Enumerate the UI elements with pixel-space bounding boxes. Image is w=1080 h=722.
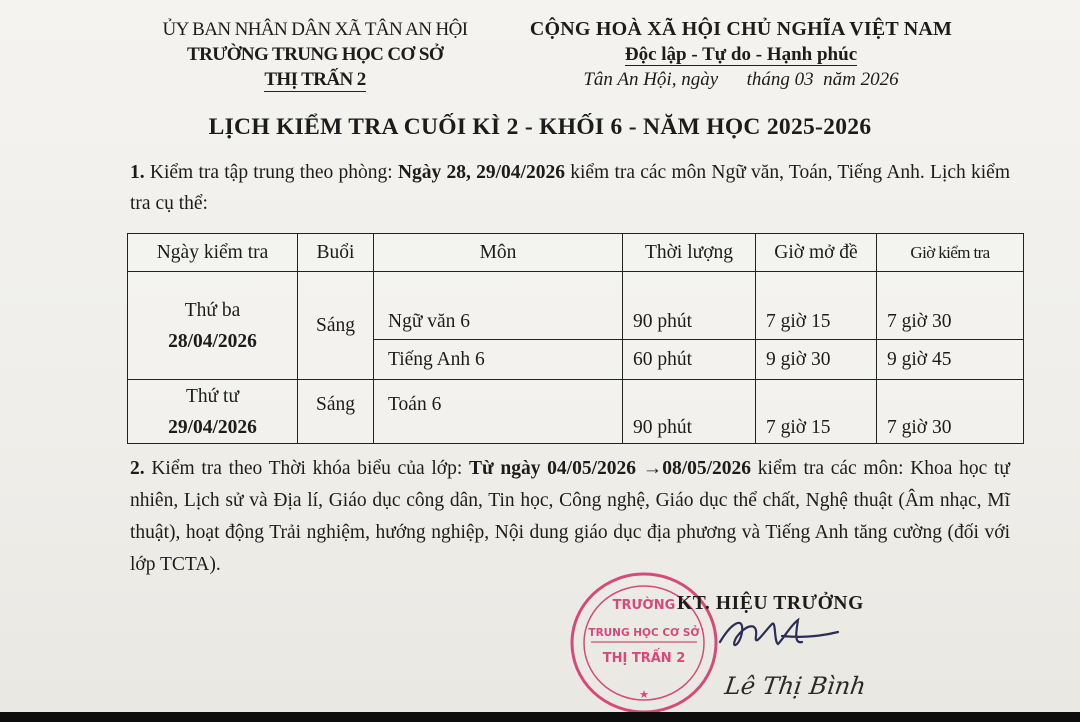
authority-line-1: ỦY BAN NHÂN DÂN XÃ TÂN AN HỘI bbox=[162, 19, 468, 40]
exam-date-cell bbox=[128, 380, 298, 444]
header-exam-time: Giờ kiểm tra bbox=[877, 234, 1024, 272]
section-1-text-before: Kiểm tra tập trung theo phòng: bbox=[149, 162, 398, 183]
weekday: Thứ tư bbox=[185, 385, 240, 407]
subject-cell: Ngữ văn 6 bbox=[374, 272, 623, 340]
header-duration: Thời lượng bbox=[623, 234, 756, 272]
issuing-authority bbox=[130, 17, 500, 92]
session-cell: Sáng bbox=[298, 380, 374, 444]
start-time-cell: 9 giờ 45 bbox=[877, 340, 1024, 380]
weekday: Thứ ba bbox=[184, 299, 241, 321]
section-2-number: 2. bbox=[130, 458, 145, 479]
section-2-text-after: kiểm tra các môn: Khoa học tự nhiên, Lịch sử và Địa lí, Giáo dục công dân, Tin học, Công nghệ, Giáo dục thể chất, Nghệ thuật (Âm nhạc, Mĩ thuật), hoạt động Trải nghiệm, hướng nghiệp, Nội dung giáo dục địa phương và Tiếng Anh tăng cường (đối với lớp TCTA). bbox=[130, 458, 1011, 575]
section-2-paragraph bbox=[130, 453, 1010, 581]
table-header-row bbox=[128, 234, 1024, 272]
seal-line-1: TRƯỜNG bbox=[612, 598, 676, 613]
open-time-cell: 7 giờ 15 bbox=[756, 272, 877, 340]
section-2-text-before: Kiểm tra theo Thời khóa biểu của lớp: bbox=[151, 458, 469, 479]
national-motto: Độc lập - Tự do - Hạnh phúc bbox=[624, 44, 858, 65]
section-1-number: 1. bbox=[130, 162, 145, 183]
handwritten-signature bbox=[712, 602, 842, 662]
date: 28/04/2026 bbox=[168, 330, 257, 352]
duration-cell: 90 phút bbox=[623, 272, 756, 340]
session-cell: Sáng bbox=[298, 272, 374, 380]
exam-date-cell bbox=[128, 272, 298, 380]
duration-cell: 60 phút bbox=[623, 340, 756, 380]
header-exam-date: Ngày kiểm tra bbox=[128, 234, 298, 272]
table-row bbox=[128, 380, 1024, 444]
subject-cell: Toán 6 bbox=[374, 380, 623, 444]
header-session: Buổi bbox=[298, 234, 374, 272]
section-2-dates: Từ ngày 04/05/2026 →08/05/2026 bbox=[468, 458, 752, 479]
section-1-text-after: kiểm tra các môn Ngữ văn, Toán, Tiếng Anh. Lịch kiểm tra cụ thể: bbox=[130, 162, 1011, 214]
national-header bbox=[496, 17, 986, 92]
subject-cell: Tiếng Anh 6 bbox=[374, 340, 623, 380]
section-1-dates: Ngày 28, 29/04/2026 bbox=[397, 162, 565, 183]
open-time-cell: 7 giờ 15 bbox=[756, 380, 877, 444]
section-1-paragraph bbox=[130, 157, 1010, 219]
school-name: TRƯỜNG TRUNG HỌC CƠ SỞ bbox=[187, 44, 443, 65]
seal-line-2: TRUNG HỌC CƠ SỞ bbox=[588, 627, 700, 639]
country-name: CỘNG HOÀ XÃ HỘI CHỦ NGHĨA VIỆT NAM bbox=[529, 18, 953, 40]
place-date: Tân An Hội, ngày tháng 03 năm 2026 bbox=[583, 69, 899, 90]
header-paper-open-time: Giờ mở đề bbox=[756, 234, 877, 272]
school-name-2: THỊ TRẤN 2 bbox=[264, 69, 366, 90]
date: 29/04/2026 bbox=[168, 416, 257, 438]
start-time-cell: 7 giờ 30 bbox=[877, 272, 1024, 340]
start-time-cell: 7 giờ 30 bbox=[877, 380, 1024, 444]
duration-cell: 90 phút bbox=[623, 380, 756, 444]
table-row bbox=[128, 272, 1024, 340]
school-seal-stamp bbox=[565, 568, 723, 718]
exam-schedule-table bbox=[127, 233, 1024, 444]
principal-title: KT. HIỆU TRƯỞNG bbox=[677, 593, 864, 614]
header-subject: Môn bbox=[374, 234, 623, 272]
signer-name: Lê Thị Bình bbox=[723, 672, 868, 700]
bottom-edge-bar bbox=[0, 712, 1080, 722]
document-title: LỊCH KIỂM TRA CUỐI KÌ 2 - KHỐI 6 - NĂM HỌC 2025-2026 bbox=[208, 114, 872, 140]
seal-star-icon: ★ bbox=[639, 688, 649, 701]
seal-line-3: THỊ TRẤN 2 bbox=[602, 651, 686, 666]
open-time-cell: 9 giờ 30 bbox=[756, 340, 877, 380]
